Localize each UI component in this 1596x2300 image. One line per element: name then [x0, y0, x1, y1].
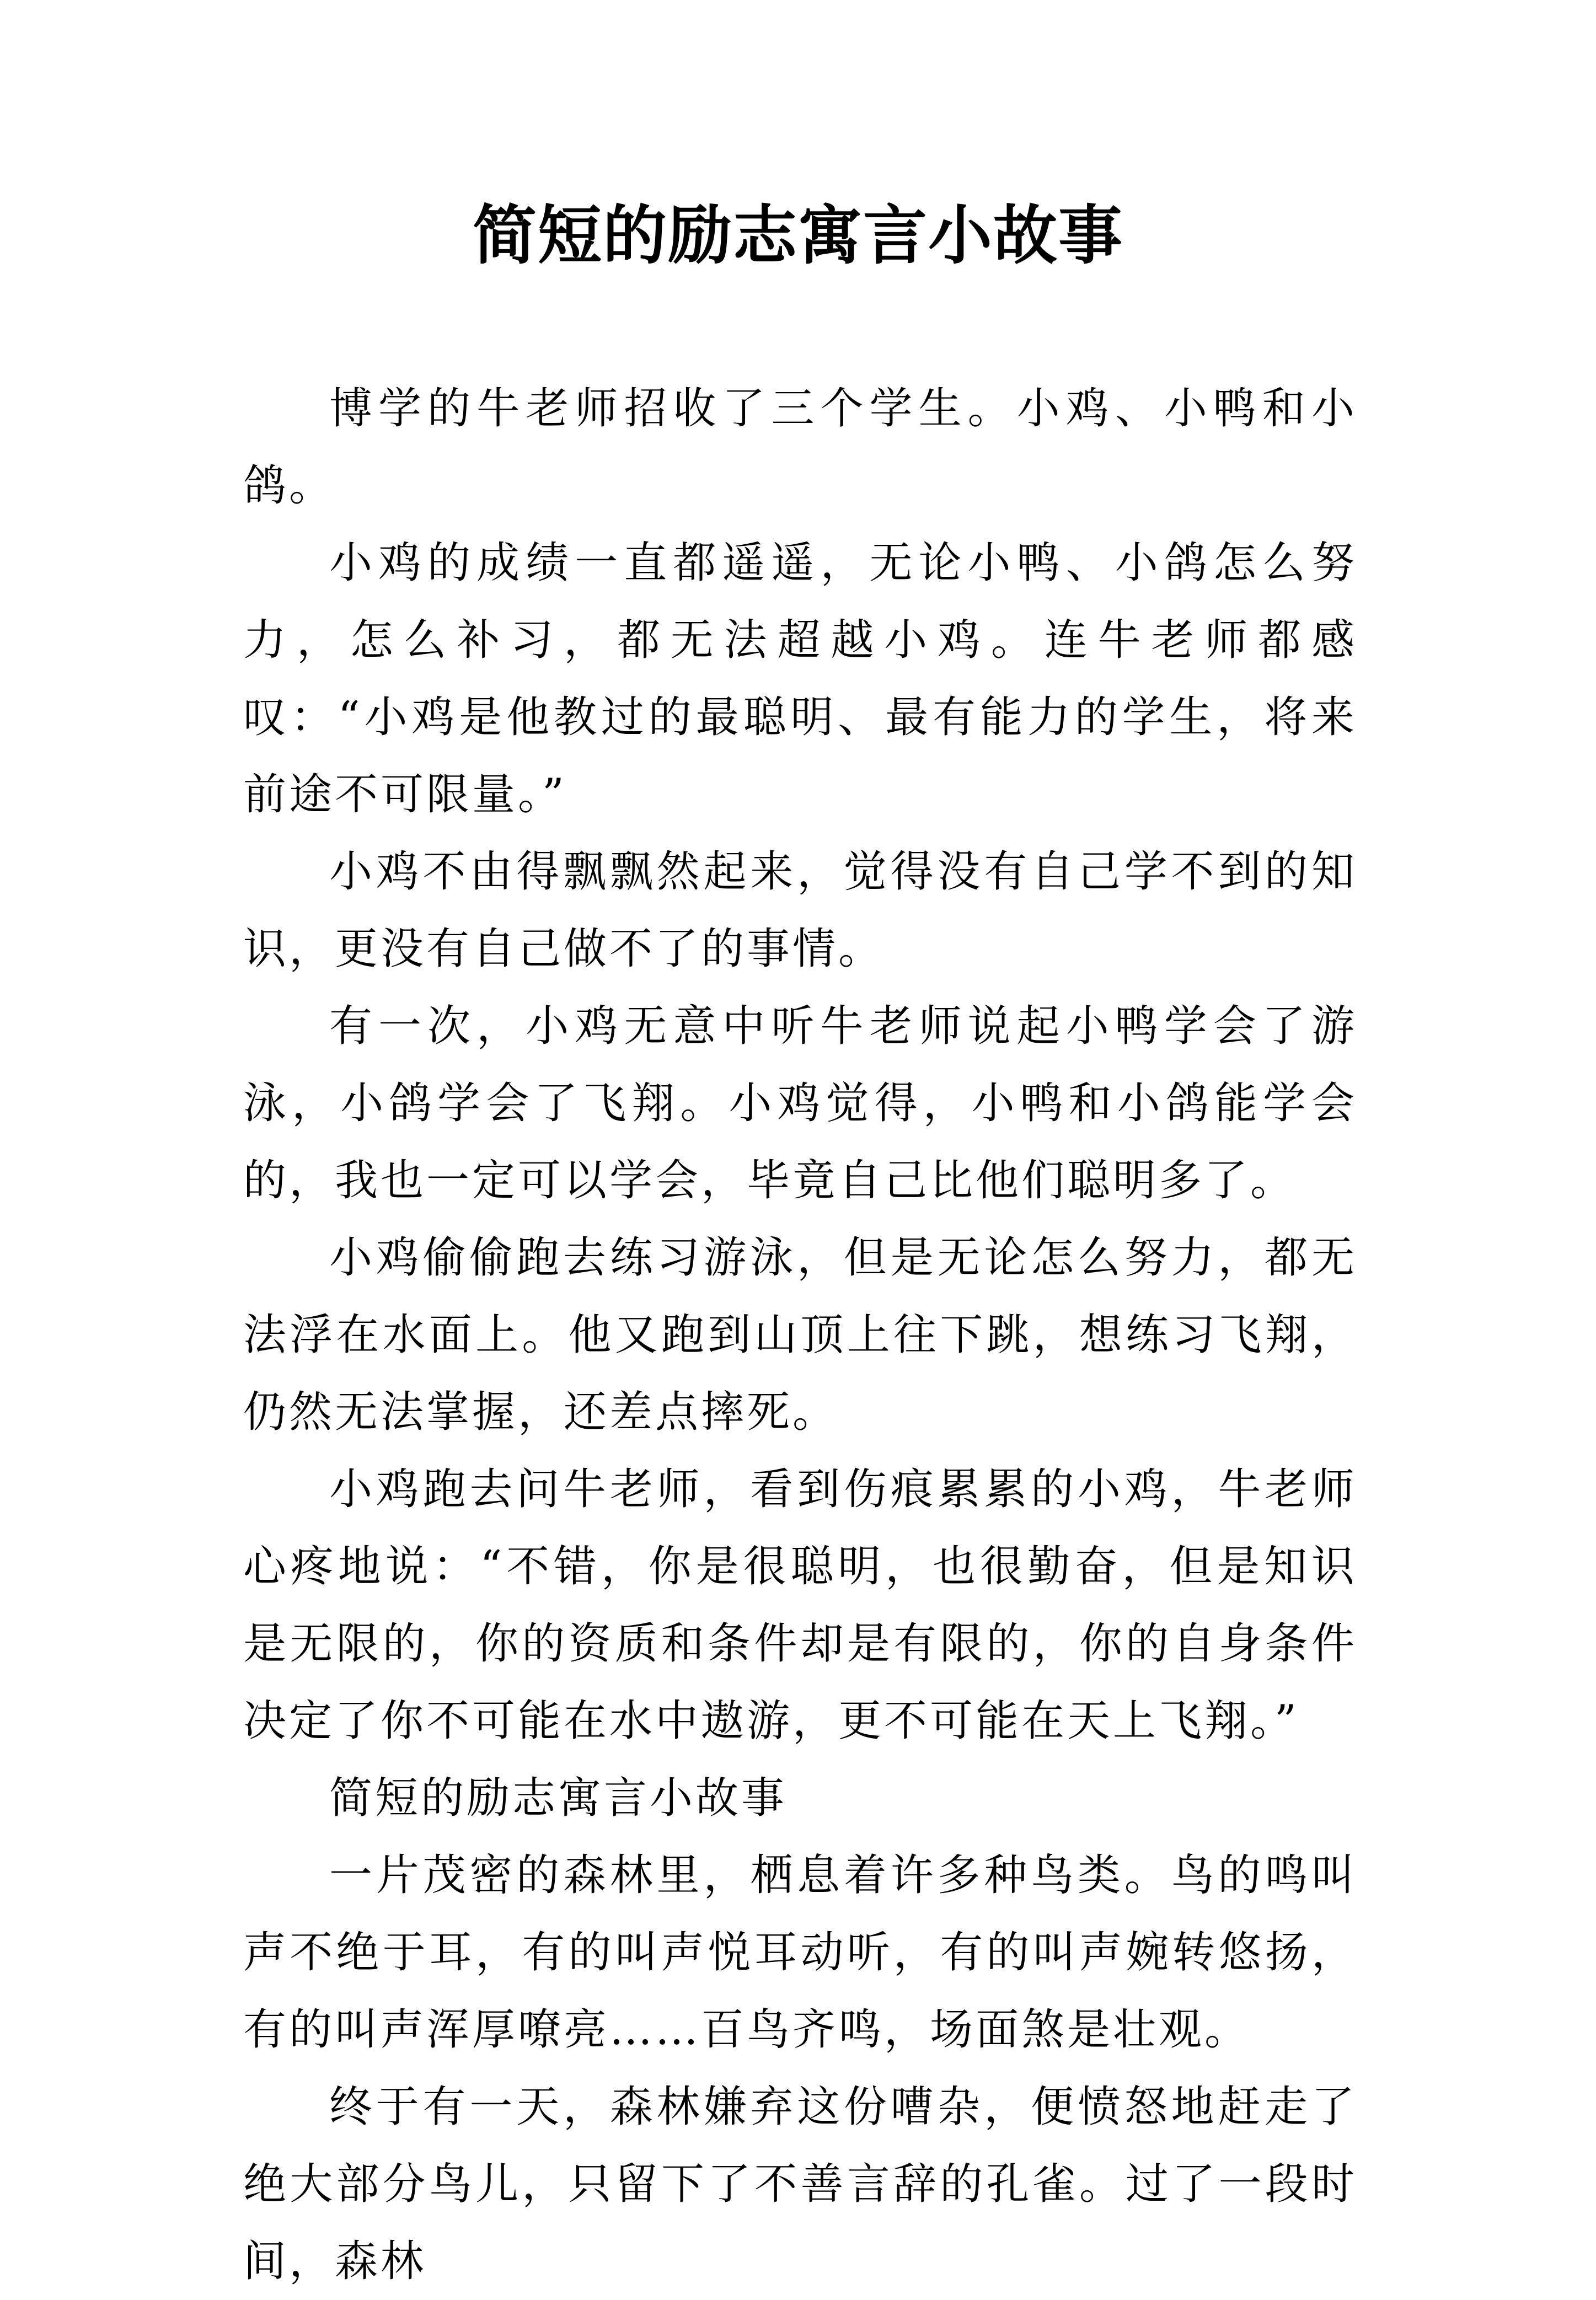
document-title: 简短的励志寓言小故事 [473, 198, 1123, 273]
document-body [243, 370, 1357, 2300]
section-heading: 简短的励志寓言小故事 [329, 1773, 788, 1823]
paragraph: 有一次，小鸡无意中听牛老师说起小鸭学会了游泳，小鸽学会了飞翔。小鸡觉得，小鸭和小鸽能学会的，我也一定可以学会，毕竟自己比他们聪明多了。 [243, 1001, 1357, 1205]
paragraph: 小鸡跑去问牛老师，看到伤痕累累的小鸡，牛老师心疼地说：“不错，你是很聪明，也很勤奋，但是知识是无限的，你的资质和条件却是有限的，你的自身条件决定了你不可能在水中遨游，更不可能在天上飞翔。” [243, 1465, 1357, 1746]
paragraph: 小鸡偷偷跑去练习游泳，但是无论怎么努力，都无法浮在水面上。他又跑到山顶上往下跳，想练习飞翔，仍然无法掌握，还差点摔死。 [243, 1233, 1357, 1437]
paragraph: 博学的牛老师招收了三个学生。小鸡、小鸭和小鸽。 [243, 384, 1357, 511]
paragraph: 小鸡的成绩一直都遥遥，无论小鸭、小鸽怎么努力，怎么补习，都无法超越小鸡。连牛老师都感叹：“小鸡是他教过的最聪明、最有能力的学生，将来前途不可限量。” [243, 538, 1357, 819]
paragraph: 小鸡不由得飘飘然起来，觉得没有自己学不到的知识，更没有自己做不了的事情。 [243, 847, 1357, 974]
paragraph: 一片茂密的森林里，栖息着许多种鸟类。鸟的鸣叫声不绝于耳，有的叫声悦耳动听，有的叫声婉转悠扬，有的叫声浑厚嘹亮……百鸟齐鸣，场面煞是壮观。 [243, 1851, 1357, 2055]
paragraph: 终于有一天，森林嫌弃这份嘈杂，便愤怒地赶走了绝大部分鸟儿，只留下了不善言辞的孔雀。过了一段时间，森林 [243, 2082, 1357, 2286]
